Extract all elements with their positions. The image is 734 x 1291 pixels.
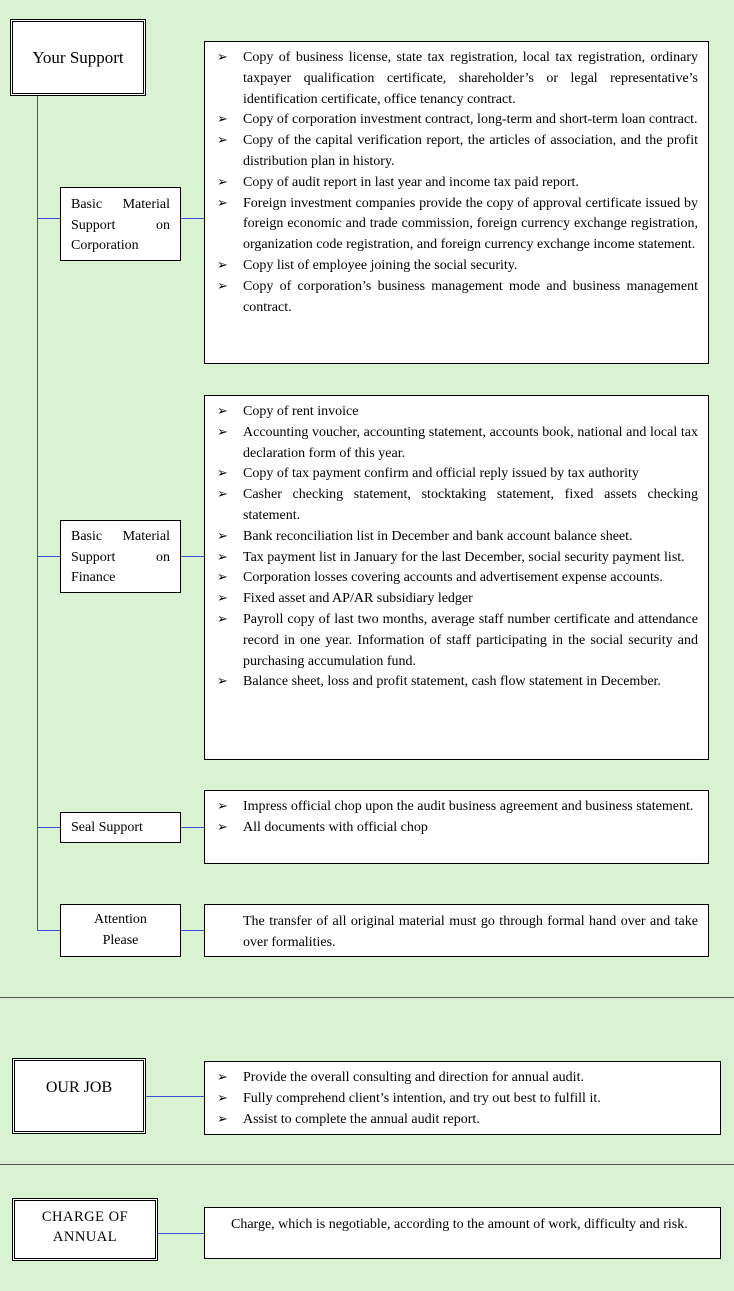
list-item: ➢ Copy of audit report in last year and income tax paid report. (215, 173, 698, 194)
list-item: ➢ Copy of business license, state tax registration, local tax registration, ordinary taxpayer qualification certificate, shareholder’s or legal representative’s identification certificate, office tenancy contract. (215, 48, 698, 110)
main-trunk-line (37, 95, 38, 930)
list-item: ➢ Fully comprehend client’s intention, and try out best to fulfill it. (215, 1089, 710, 1110)
list-item: ➢ Casher checking statement, stocktaking statement, fixed assets checking statement. (215, 485, 698, 527)
connector-attention-text (181, 930, 204, 931)
list-item: ➢ Balance sheet, loss and profit statement, cash flow statement in December. (215, 672, 698, 693)
your-support-title (10, 19, 146, 96)
list-item: ➢ All documents with official chop (215, 818, 698, 839)
list-item: ➢ Copy of the capital verification report, the articles of association, and the profit distribution plan in history. (215, 131, 698, 173)
label-attention-please (60, 904, 181, 957)
connector-attention (37, 930, 60, 931)
list-item: ➢ Payroll copy of last two months, average staff number certificate and attendance record in one year. Information of staff participating in the social security and purchasing accumulation fund. (215, 610, 698, 672)
corporation-items (205, 42, 708, 322)
list-box-finance (204, 395, 709, 760)
list-box-corporation (204, 41, 709, 364)
connector-seal (37, 827, 60, 828)
list-item: ➢ Fixed asset and AP/AR subsidiary ledger (215, 589, 698, 610)
our-job-title (12, 1058, 146, 1134)
connector-seal-list (181, 827, 204, 828)
your-support-title-text: Your Support (32, 47, 124, 67)
connector-corporation (37, 218, 60, 219)
list-item: ➢ Provide the overall consulting and direction for annual audit. (215, 1068, 710, 1089)
finance-items (205, 396, 708, 697)
section-divider (0, 997, 734, 998)
connector-corporation-list (181, 218, 204, 219)
seal-items (205, 791, 708, 843)
attention-text-box (204, 904, 709, 957)
job-items (205, 1062, 720, 1134)
label-basic-material-corporation-text: Basic Material Support on Corporation (71, 197, 170, 253)
connector-charge (158, 1233, 204, 1234)
charge-text-box (204, 1207, 721, 1259)
label-basic-material-finance (60, 520, 181, 593)
label-basic-material-corporation (60, 187, 181, 261)
our-job-title-text: OUR JOB (45, 1079, 113, 1096)
label-seal-support-text: Seal Support (71, 820, 143, 835)
list-box-seal (204, 790, 709, 864)
list-box-job (204, 1061, 721, 1135)
label-seal-support (60, 812, 181, 843)
connector-finance-list (181, 556, 204, 557)
list-item: ➢ Copy of corporation’s business management mode and business management contract. (215, 277, 698, 319)
connector-job (146, 1096, 204, 1097)
list-item: ➢ Copy of tax payment confirm and official reply issued by tax authority (215, 464, 698, 485)
list-item: ➢ Copy list of employee joining the social security. (215, 256, 698, 277)
label-basic-material-finance-text: Basic Material Support on Finance (71, 529, 170, 585)
charge-of-annual-title (12, 1198, 158, 1261)
charge-of-annual-title-text: CHARGE OF ANNUAL (41, 1208, 129, 1245)
label-attention-please-text: Attention Please (94, 912, 147, 948)
list-item: ➢ Bank reconciliation list in December and bank account balance sheet. (215, 527, 698, 548)
connector-finance (37, 556, 60, 557)
list-item: ➢ Copy of corporation investment contract, long-term and short-term loan contract. (215, 110, 698, 131)
list-item: ➢ Accounting voucher, accounting statement, accounts book, national and local tax declaration form of this year. (215, 423, 698, 465)
list-item: ➢ Tax payment list in January for the last December, social security payment list. (215, 548, 698, 569)
section-divider (0, 1164, 734, 1165)
list-item: ➢ Foreign investment companies provide the copy of approval certificate issued by foreign economic and trade commission, foreign currency exchange registration, organization code registration, and foreign currency exchange income statement. (215, 194, 698, 256)
attention-text: The transfer of all original material must go through formal hand over and take over formalities. (243, 914, 698, 950)
list-item: ➢ Impress official chop upon the audit business agreement and business statement. (215, 797, 698, 818)
list-item: ➢ Copy of rent invoice (215, 402, 698, 423)
list-item: ➢ Corporation losses covering accounts and advertisement expense accounts. (215, 568, 698, 589)
charge-text: Charge, which is negotiable, according to the amount of work, difficulty and risk. (231, 1217, 688, 1232)
list-item: ➢ Assist to complete the annual audit report. (215, 1110, 710, 1131)
